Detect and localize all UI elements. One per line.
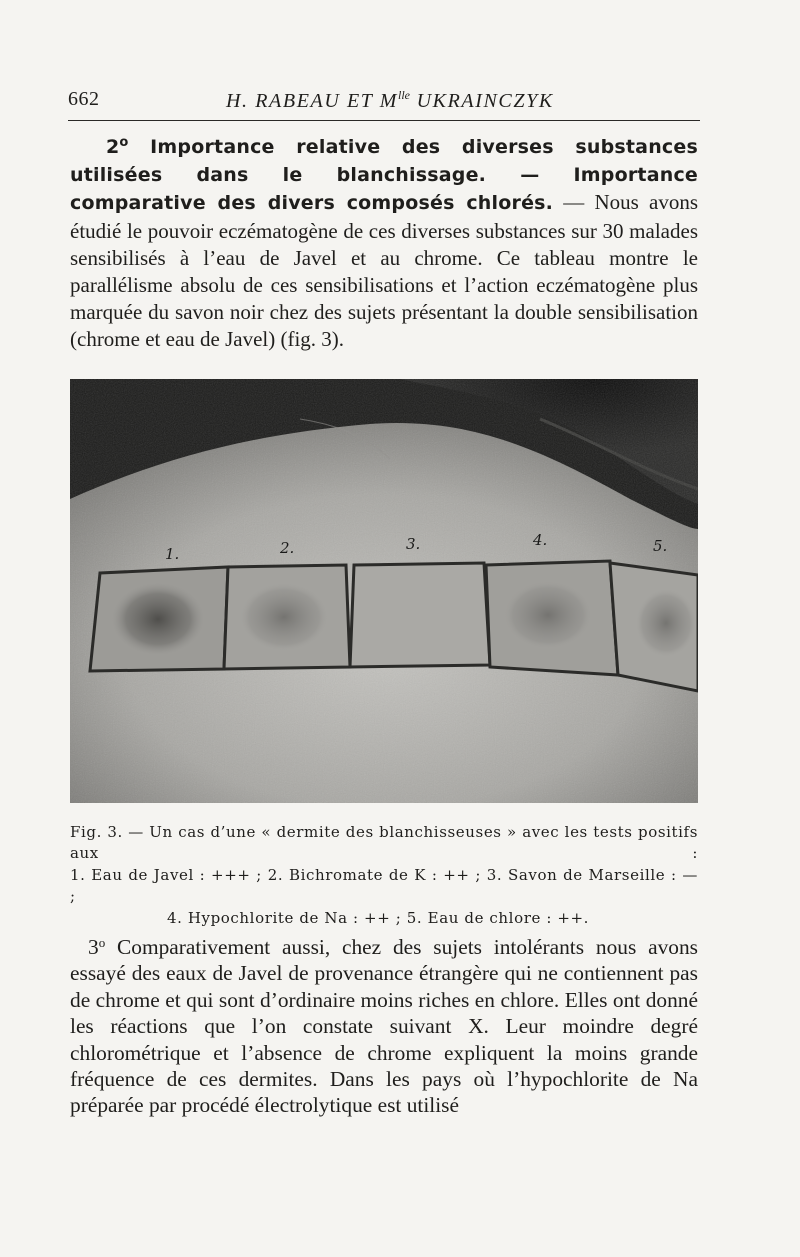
patch-label-1: 1. bbox=[165, 545, 180, 563]
caption-line-1: Fig. 3. — Un cas d’une « dermite des blanchisseuses » avec les tests positifs aux : bbox=[70, 823, 698, 863]
patch-label-2: 2. bbox=[280, 539, 295, 557]
patch-2-reaction bbox=[240, 583, 328, 651]
section-ordinal-2: o bbox=[119, 135, 129, 150]
running-title-superscript: lle bbox=[398, 88, 411, 102]
patch-3 bbox=[350, 563, 490, 667]
page-number: 662 bbox=[68, 88, 100, 110]
running-title-authors: H. RABEAU ET M bbox=[226, 90, 399, 112]
patch-1-reaction bbox=[112, 583, 204, 655]
section-heading-2-text: Importance relative des diverses substances utilisées dans le blanchissage. — Importance comparative des divers composés chlorés. bbox=[70, 136, 698, 215]
figure-caption bbox=[70, 822, 698, 929]
running-head bbox=[68, 84, 700, 121]
caption-line-2: 1. Eau de Javel : +++ ; 2. Bichromate de K : ++ ; 3. Savon de Marseille : — ; bbox=[70, 865, 698, 906]
paragraph-comparativement-text: Comparativement aussi, chez des sujets intolérants nous avons essayé des eaux de Javel de provenance étrangère qui ne contiennent pas de chrome et qui sont d’ordinaire moins riches en chlore. Elles ont donné les réactions que l’on constate suivant X. Leur moindre degré chlorométrique et l’absence de chrome expliquent la moins grande fréquence de ces dermites. Dans les pays où l’hypochlorite de Na préparée par procédé électrolytique est utilisé bbox=[70, 935, 698, 1118]
patch-4-reaction bbox=[504, 581, 592, 649]
section-ordinal-3: o bbox=[98, 935, 106, 950]
section-number-2: 2 bbox=[106, 136, 120, 158]
running-title bbox=[226, 88, 554, 113]
patch-label-4: 4. bbox=[533, 531, 548, 549]
paragraph-comparativement bbox=[70, 930, 698, 1119]
running-title-end: UKRAINCZYK bbox=[410, 90, 554, 112]
patch-label-3: 3. bbox=[406, 535, 421, 553]
paragraph-importance-text: — Nous avons étudié le pouvoir eczématogène de ces diverses substances sur 30 malades sensibilisés à l’eau de Javel et au chrome. Ce tableau montre le parallélisme absolu de ces sensibilisations et l’action eczématogène plus marquée du savon noir chez des sujets présentant la double sensibilisation (chrome et eau de Javel) (fig. 3). bbox=[70, 190, 698, 352]
paragraph-importance bbox=[70, 129, 698, 354]
patch-5-reaction bbox=[636, 589, 696, 657]
caption-line-3: 4. Hypochlorite de Na : ++ ; 5. Eau de chlore : ++. bbox=[166, 908, 590, 927]
patch-label-5: 5. bbox=[653, 537, 668, 555]
figure-photo bbox=[70, 379, 698, 803]
section-number-3: 3 bbox=[88, 935, 99, 959]
